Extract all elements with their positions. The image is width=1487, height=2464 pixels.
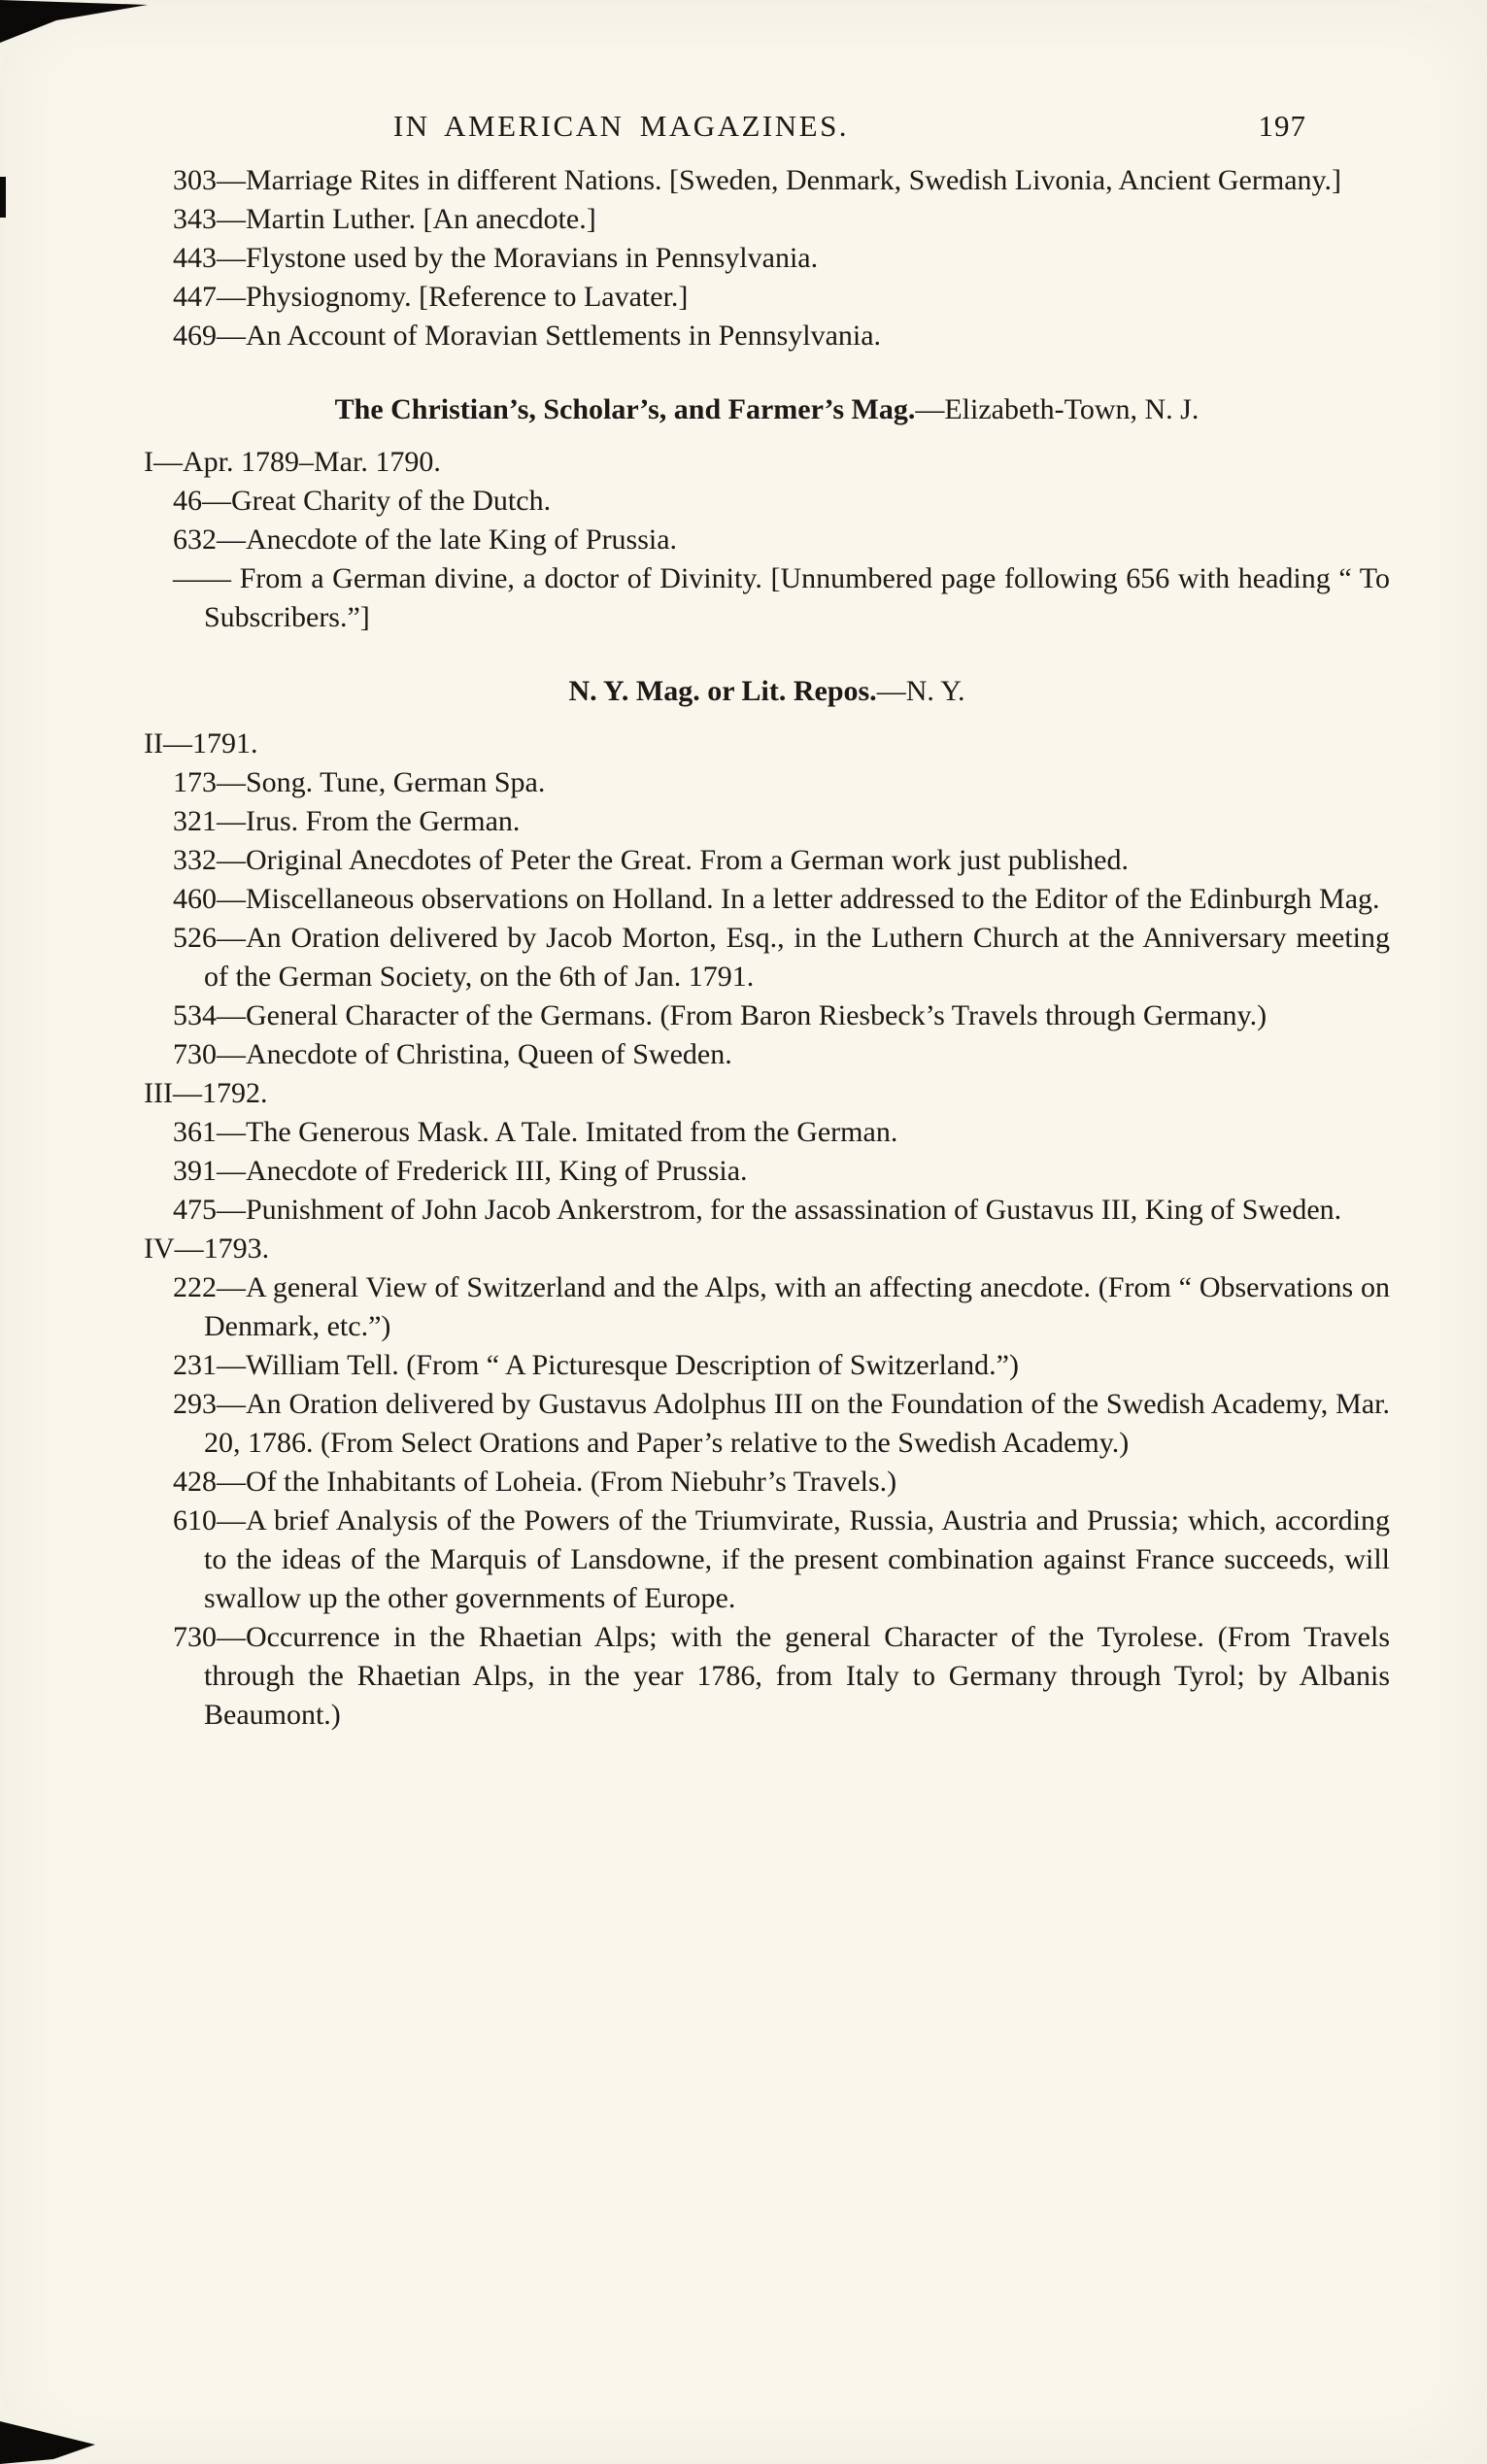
entry-number: 173— [173, 766, 246, 798]
entry-number: 293— [173, 1388, 246, 1420]
entry-line [144, 1035, 1390, 1074]
entry-text: William Tell. (From “ A Picturesque Description of Switzerland.”) [246, 1349, 1019, 1381]
magazine-title: The Christian’s, Scholar’s, and Farmer’s Mag. [334, 393, 916, 425]
entry-number: 443— [173, 242, 246, 274]
entry-number: 361— [173, 1116, 246, 1148]
entry-number: 303— [173, 164, 246, 196]
entry-line [144, 1113, 1390, 1152]
entry-text: An Account of Moravian Settlements in Pennsylvania. [246, 320, 882, 352]
entry-line [144, 919, 1390, 996]
page-header [144, 109, 1390, 152]
entry-text: Occurrence in the Rhaetian Alps; with the general Character of the Tyrolese. (From Travels through the Rhaetian Alps, in the year 1786, from Italy to Germany through Tyrol; by Albanis Beaumont.) [204, 1621, 1390, 1731]
entry-number: 343— [173, 203, 246, 235]
entry-line [144, 1191, 1390, 1230]
entry-line [144, 1463, 1390, 1502]
entry-line [144, 1618, 1390, 1735]
entry-text: An Oration delivered by Gustavus Adolphus III on the Foundation of the Swedish Academy, Mar. 20, 1786. (From Select Orations and Paper’s relative to the Swedish Academy.) [204, 1388, 1390, 1459]
scan-artifact-left-edge [0, 177, 6, 218]
entry-number: 222— [173, 1271, 246, 1303]
entry-line [144, 1346, 1390, 1385]
entry-text: Anecdote of the late King of Prussia. [246, 523, 678, 556]
entry-text: An Oration delivered by Jacob Morton, Esq., in the Luthern Church at the Anniversary meeting of the German Society, on the 6th of Jan. 1791. [204, 922, 1390, 993]
entry-number: 534— [173, 999, 246, 1031]
entry-text: Irus. From the German. [246, 805, 521, 837]
entry-text: Original Anecdotes of Peter the Great. From a German work just published. [246, 844, 1129, 876]
entry-number: 730— [173, 1038, 246, 1070]
entry-line [144, 482, 1390, 521]
entry-number: 447— [173, 281, 246, 313]
entry-text: A brief Analysis of the Powers of the Triumvirate, Russia, Austria and Prussia; which, according to the ideas of the Marquis of Lansdowne, if the present combination against France succeeds, will swallow up the other governments of Europe. [204, 1504, 1390, 1614]
entry-text: Miscellaneous observations on Holland. In a letter addressed to the Editor of the Edinburgh Mag. [246, 883, 1380, 915]
entry-number: 391— [173, 1155, 246, 1187]
page-body [144, 161, 1390, 1735]
entry-number: 332— [173, 844, 246, 876]
entry-number: 610— [173, 1504, 246, 1536]
entry-text: Martin Luther. [An anecdote.] [246, 203, 596, 235]
entry-line [144, 763, 1390, 802]
entry-line [144, 1385, 1390, 1463]
entry-line [144, 559, 1390, 637]
entry-line [144, 841, 1390, 880]
entry-text: General Character of the Germans. (From Baron Riesbeck’s Travels through Germany.) [246, 999, 1267, 1031]
entry-line [144, 521, 1390, 559]
entry-text: Of the Inhabitants of Loheia. (From Niebuhr’s Travels.) [246, 1466, 897, 1498]
entry-text: Punishment of John Jacob Ankerstrom, for the assassination of Gustavus III, King of Sweden. [246, 1194, 1342, 1226]
entry-text: Physiognomy. [Reference to Lavater.] [246, 281, 689, 313]
volume-line: III—1792. [144, 1077, 268, 1109]
entry-line [144, 278, 1390, 317]
entry-text: From a German divine, a doctor of Divinity. [Unnumbered page following 656 with heading “ To Subscribers.”] [204, 562, 1390, 633]
entry-line [144, 161, 1390, 200]
scan-artifact-bottom-left [0, 2413, 107, 2464]
magazine-title: N. Y. Mag. or Lit. Repos. [568, 675, 877, 707]
entry-line [144, 1268, 1390, 1346]
entry-line [144, 1502, 1390, 1618]
entry-line [144, 239, 1390, 278]
scan-artifact-top-left [0, 0, 155, 47]
entry-text: The Generous Mask. A Tale. Imitated from the German. [246, 1116, 898, 1148]
page-number: 197 [1258, 109, 1306, 143]
volume-line: IV—1793. [144, 1232, 270, 1265]
magazine-location: —N. Y. [876, 675, 965, 707]
entry-number: 46— [173, 485, 231, 517]
entry-number: 231— [173, 1349, 246, 1381]
entry-number: 460— [173, 883, 246, 915]
entry-line [144, 200, 1390, 239]
entry-line [144, 317, 1390, 355]
running-head: IN AMERICAN MAGAZINES. [392, 109, 850, 143]
volume-line: I—Apr. 1789–Mar. 1790. [144, 446, 441, 478]
entry-line [144, 996, 1390, 1035]
entry-number: 632— [173, 523, 246, 556]
entry-number: 526— [173, 922, 246, 954]
entry-text: A general View of Switzerland and the Alps, with an affecting anecdote. (From “ Observations on Denmark, etc.”) [204, 1271, 1390, 1342]
entry-text: Flystone used by the Moravians in Pennsylvania. [246, 242, 819, 274]
entry-number: 469— [173, 320, 246, 352]
entry-number: 321— [173, 805, 246, 837]
section-heading [144, 672, 1390, 711]
magazine-location: —Elizabeth-Town, N. J. [915, 393, 1200, 425]
entry-line [144, 1152, 1390, 1191]
entry-number: 730— [173, 1621, 246, 1653]
section-heading [144, 390, 1390, 429]
entry-text: Anecdote of Frederick III, King of Prussia. [246, 1155, 748, 1187]
entry-line [144, 802, 1390, 841]
entry-text: Song. Tune, German Spa. [246, 766, 546, 798]
entry-line [144, 880, 1390, 919]
entry-text: Marriage Rites in different Nations. [Sweden, Denmark, Swedish Livonia, Ancient Germany.] [246, 164, 1342, 196]
entry-text: Great Charity of the Dutch. [231, 485, 552, 517]
entry-number: 475— [173, 1194, 246, 1226]
entry-text: Anecdote of Christina, Queen of Sweden. [246, 1038, 732, 1070]
entry-number: 428— [173, 1466, 246, 1498]
entry-number: —— [173, 562, 240, 594]
volume-line: II—1791. [144, 727, 258, 759]
